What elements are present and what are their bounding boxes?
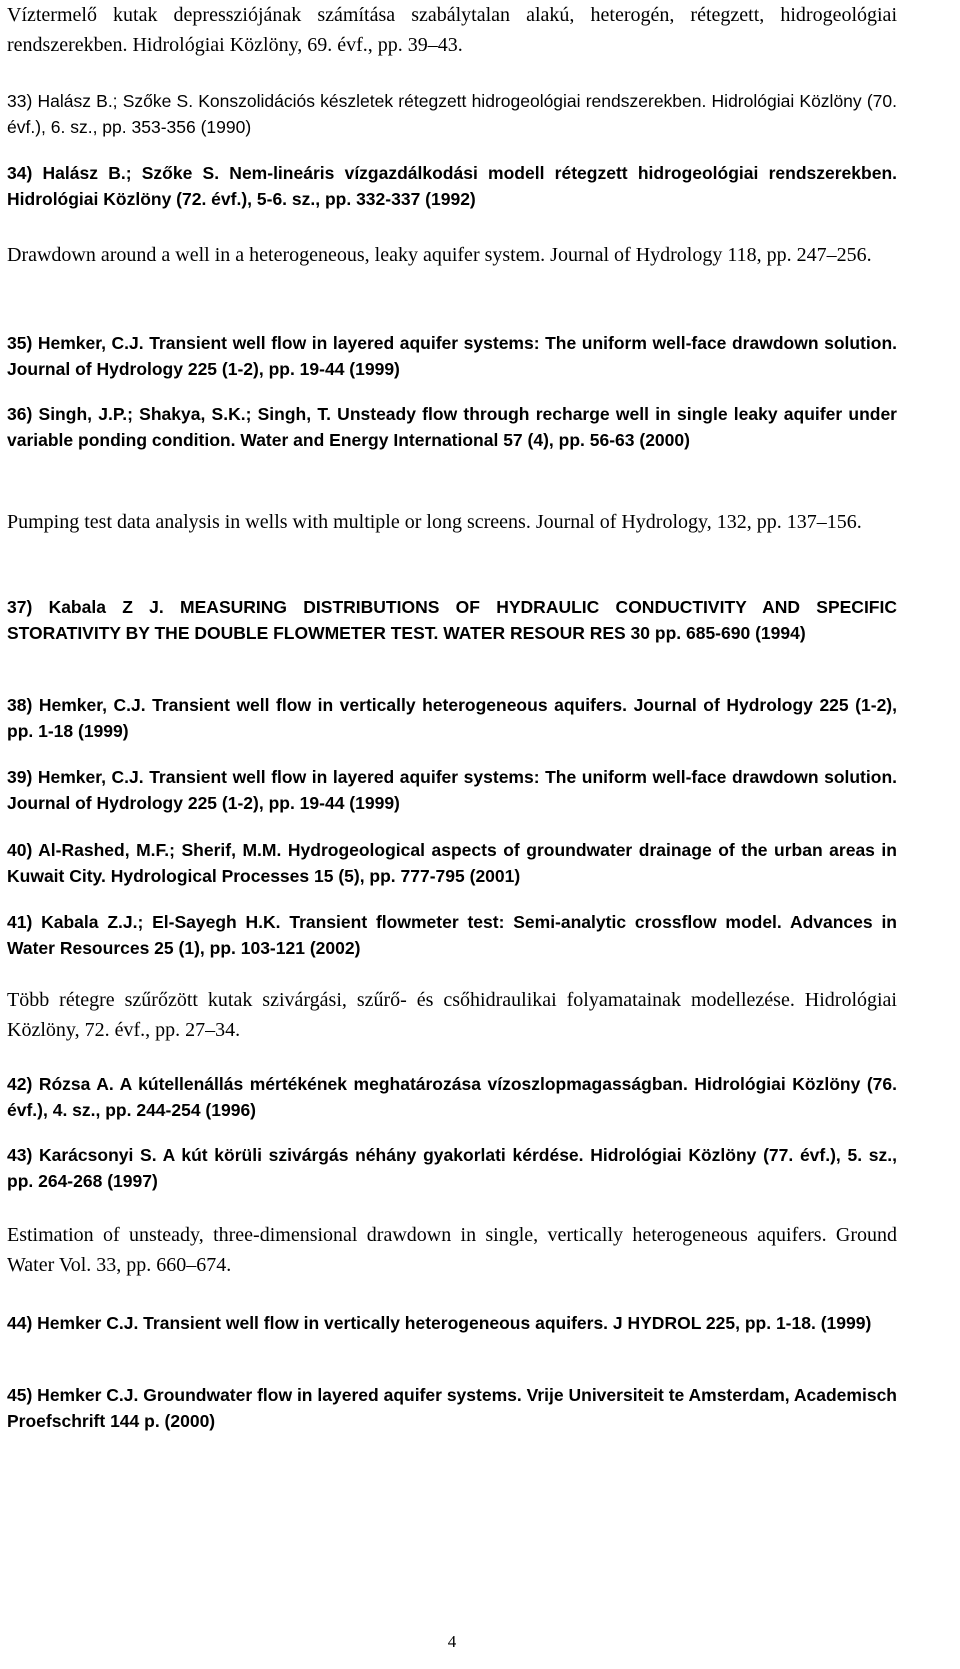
reference-entry-45: 45) Hemker C.J. Groundwater flow in layered aquifer systems. Vrije Universiteit te Amsterdam, Academisch Proefschrift 144 p. (2000): [7, 1385, 897, 1431]
reference-entry-36: 36) Singh, J.P.; Shakya, S.K.; Singh, T. Unsteady flow through recharge well in single leaky aquifer under variable ponding condition. Water and Energy International 57 (4), pp. 56-63 (2000): [7, 404, 897, 450]
reference-fragment: Víztermelő kutak depressziójának számítása szabálytalan alakú, heterogén, rétegzett, hidrogeológiai rendszerekben. Hidrológiai Közlöny, 69. évf., pp. 39–43.: [7, 4, 897, 56]
reference-entry-34: 34) Halász B.; Szőke S. Nem-lineáris vízgazdálkodási modell rétegzett hidrogeológiai rendszerekben. Hidrológiai Közlöny (72. évf.), 5-6. sz., pp. 332-337 (1992): [7, 163, 897, 209]
reference-entry-44: 44) Hemker C.J. Transient well flow in vertically heterogeneous aquifers. J HYDROL 225, pp. 1-18. (1999): [7, 1313, 872, 1333]
reference-entry-42: 42) Rózsa A. A kútellenállás mértékének meghatározása vízoszlopmagasságban. Hidrológiai Közlöny (76. évf.), 4. sz., pp. 244-254 (1996): [7, 1074, 897, 1120]
reference-entry-33: 33) Halász B.; Szőke S. Konszolidációs készletek rétegzett hidrogeológiai rendszerekben. Hidrológiai Közlöny (70. évf.), 6. sz., pp. 353-356 (1990): [7, 91, 897, 137]
reference-entry-40: 40) Al-Rashed, M.F.; Sherif, M.M. Hydrogeological aspects of groundwater drainage of the urban areas in Kuwait City. Hydrological Processes 15 (5), pp. 777-795 (2001): [7, 840, 897, 886]
reference-entry-38: 38) Hemker, C.J. Transient well flow in vertically heterogeneous aquifers. Journal of Hydrology 225 (1-2), pp. 1-18 (1999): [7, 695, 897, 741]
reference-entry-37: 37) Kabala Z J. MEASURING DISTRIBUTIONS OF HYDRAULIC CONDUCTIVITY AND SPECIFIC STORATIVITY BY THE DOUBLE FLOWMETER TEST. WATER RESOUR RES 30 pp. 685-690 (1994): [7, 597, 897, 643]
reference-fragment: Több rétegre szűrőzött kutak szivárgási, szűrő- és csőhidraulikai folyamatainak modellezése. Hidrológiai Közlöny, 72. évf., pp. 27–34.: [7, 989, 897, 1041]
reference-entry-39: 39) Hemker, C.J. Transient well flow in layered aquifer systems: The uniform well-face drawdown solution. Journal of Hydrology 225 (1-2), pp. 19-44 (1999): [7, 767, 897, 813]
reference-fragment: Estimation of unsteady, three-dimensional drawdown in single, vertically heterogeneous aquifers. Ground Water Vol. 33, pp. 660–674.: [7, 1224, 897, 1276]
reference-entry-41: 41) Kabala Z.J.; El-Sayegh H.K. Transient flowmeter test: Semi-analytic crossflow model. Advances in Water Resources 25 (1), pp. 103-121 (2002): [7, 912, 897, 958]
reference-fragment: Pumping test data analysis in wells with multiple or long screens. Journal of Hydrology, 132, pp. 137–156.: [7, 511, 862, 533]
reference-fragment: Drawdown around a well in a heterogeneous, leaky aquifer system. Journal of Hydrology 118, pp. 247–256.: [7, 244, 872, 266]
page-number: 4: [447, 1632, 457, 1651]
reference-entry-43: 43) Karácsonyi S. A kút körüli szivárgás néhány gyakorlati kérdése. Hidrológiai Közlöny (77. évf.), 5. sz., pp. 264-268 (1997): [7, 1145, 897, 1191]
reference-entry-35: 35) Hemker, C.J. Transient well flow in layered aquifer systems: The uniform well-face drawdown solution. Journal of Hydrology 225 (1-2), pp. 19-44 (1999): [7, 333, 897, 379]
